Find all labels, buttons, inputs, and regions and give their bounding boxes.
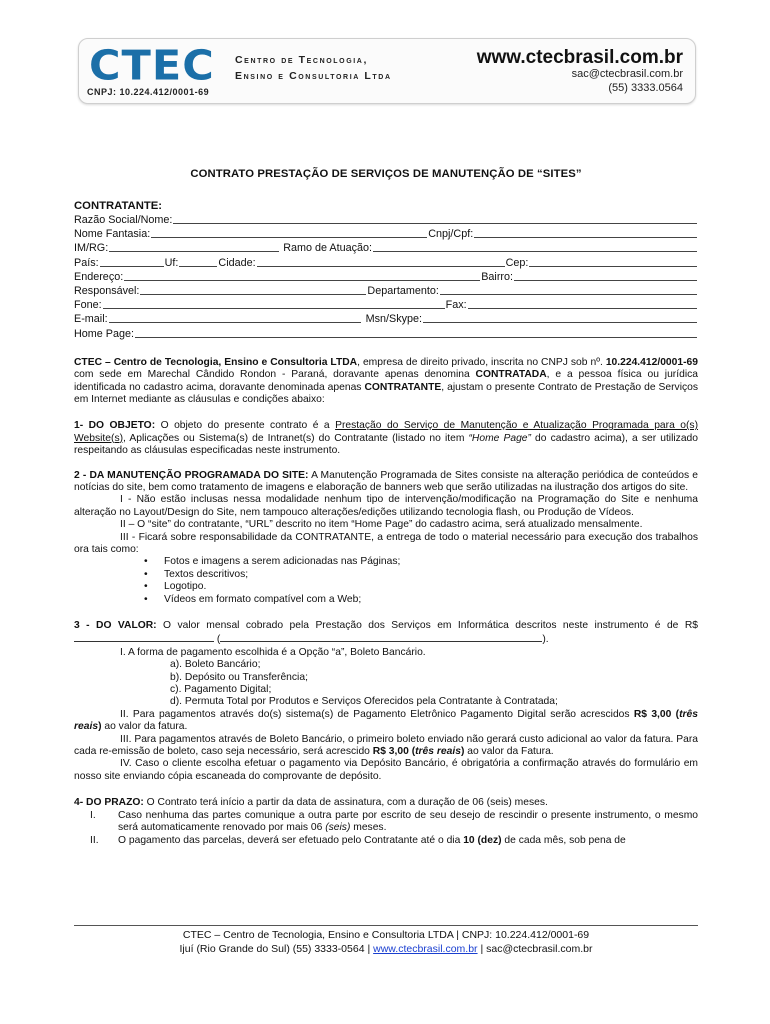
field-departamento[interactable] bbox=[440, 284, 697, 295]
footer bbox=[74, 929, 698, 956]
payment-option-b: b). Depósito ou Transferência; bbox=[170, 671, 308, 683]
form-row-email bbox=[74, 312, 698, 326]
prazo-item-2-number: II. bbox=[90, 834, 99, 846]
intro-contratada: CONTRATADA bbox=[475, 369, 547, 381]
footer-line-2 bbox=[74, 943, 698, 957]
field-razao-social[interactable] bbox=[173, 213, 697, 224]
label-bairro: Bairro: bbox=[481, 270, 514, 283]
intro-contratante: CONTRATANTE bbox=[364, 381, 442, 393]
payment-option-a: a). Boleto Bancário; bbox=[170, 659, 261, 671]
field-msn[interactable] bbox=[423, 312, 697, 323]
form-row-responsavel bbox=[74, 284, 698, 298]
label-responsavel: Responsável: bbox=[74, 284, 140, 297]
field-fax[interactable] bbox=[468, 298, 697, 309]
manutencao-item-3 bbox=[74, 532, 698, 557]
field-bairro[interactable] bbox=[514, 270, 697, 281]
label-pais: País: bbox=[74, 256, 99, 269]
payment-option-d: d). Permuta Total por Produtos e Serviços Oferecidos pela Contratante à Contratada; bbox=[170, 696, 558, 708]
label-im-rg: IM/RG: bbox=[74, 242, 109, 255]
valor-item-3 bbox=[74, 734, 698, 759]
list-item: • Vídeos em formato compatível com a Web; bbox=[144, 594, 698, 606]
contract-body bbox=[74, 168, 698, 847]
form-row-imrg bbox=[74, 241, 698, 255]
field-im-rg[interactable] bbox=[109, 241, 279, 252]
prazo-item-1-seis: (seis) bbox=[325, 822, 351, 834]
contract-title: CONTRATO PRESTAÇÃO DE SERVIÇOS DE MANUTENÇÃO DE “SITES” bbox=[190, 168, 582, 180]
valor-item-2 bbox=[74, 709, 698, 734]
field-cidade[interactable] bbox=[257, 256, 505, 267]
logo-cnpj: CNPJ: 10.224.412/0001-69 bbox=[87, 87, 210, 97]
prazo-item-1-number: I. bbox=[90, 809, 96, 821]
valor-text: O valor mensal cobrado pela Prestação dos Serviços em Informática descritos neste instrumento é de R$ bbox=[156, 620, 699, 631]
company-name bbox=[235, 52, 392, 84]
valor-item-3-tail: ao valor da Fatura. bbox=[464, 746, 554, 758]
valor-item-3-amount-words: três reais bbox=[415, 746, 461, 758]
form-row-endereco bbox=[74, 270, 698, 284]
footer-website-link[interactable]: www.ctecbrasil.com.br bbox=[373, 942, 478, 955]
objeto-text-3: do cadastro acima), a ser utilizado respeitando as cláusulas especificadas neste instrumento. bbox=[74, 432, 698, 457]
label-home-page: Home Page: bbox=[74, 327, 135, 340]
label-email: E-mail: bbox=[74, 313, 108, 326]
label-cidade: Cidade: bbox=[218, 256, 256, 269]
manutencao-item-1 bbox=[74, 494, 698, 519]
field-valor-numero[interactable] bbox=[74, 632, 214, 642]
field-fone[interactable] bbox=[103, 298, 445, 309]
list-item: • Fotos e imagens a serem adicionadas nas Páginas; bbox=[144, 556, 698, 568]
intro-text-1: , empresa de direito privado, inscrita no CNPJ sob nº. bbox=[357, 356, 603, 368]
valor-item-4-text: IV. Caso o cliente escolha efetuar o pagamento via Depósito Bancário, é obrigatória a confirmação através do formulário em nosso site enviando cópia escaneada do comprovante de depósito. bbox=[74, 758, 698, 782]
label-endereco: Endereço: bbox=[74, 270, 124, 283]
valor-paren-close: ). bbox=[542, 634, 549, 646]
label-msn: Msn/Skype: bbox=[365, 313, 422, 326]
materials-list bbox=[74, 556, 698, 606]
manutencao-item-2-text: II – O “site” do contratante, “URL” descrito no item “Home Page” do cadastro acima, será atualizado mensalmente. bbox=[120, 519, 643, 531]
intro-text-4: , ajustam o presente Contrato de Prestação de Serviços em Internet mediante as cláusulas e condições abaixo: bbox=[74, 381, 699, 405]
list-item: • Textos descritivos; bbox=[144, 569, 698, 581]
ctec-logo: CTEC bbox=[89, 42, 215, 90]
valor-item-3-amount: R$ 3,00 ( bbox=[372, 746, 416, 758]
label-nome-fantasia: Nome Fantasia: bbox=[74, 228, 151, 241]
list-item: • Logotipo. bbox=[144, 581, 698, 593]
valor-item-2-tail: ao valor da fatura. bbox=[101, 721, 188, 733]
label-departamento: Departamento: bbox=[367, 284, 439, 297]
prazo-item-1-body: Caso nenhuma das partes comunique a outra parte por escrito de seu desejo de rescindir o presente instrumento, o mesmo será automaticamente renovado por mais 06 bbox=[118, 809, 698, 834]
field-pais[interactable] bbox=[100, 256, 164, 267]
manutencao-heading: 2 - DA MANUTENÇÃO PROGRAMADA DO SITE: bbox=[74, 469, 309, 481]
label-cnpj-cpf: Cnpj/Cpf: bbox=[428, 228, 474, 241]
prazo-item-1 bbox=[74, 810, 698, 835]
manutencao-item-2 bbox=[74, 519, 698, 531]
intro-text-3: , e a pessoa física ou jurídica identificada no cadastro acima, doravante denominada apenas bbox=[74, 369, 698, 393]
payment-option-c: c). Pagamento Digital; bbox=[170, 684, 272, 696]
clause-objeto bbox=[74, 420, 698, 457]
prazo-item-2-tail: de cada mês, sob pena de bbox=[501, 834, 626, 846]
manutencao-text: A Manutenção Programada de Sites consiste na alteração periódica de conteúdos e notícias do site, bem como tratamento de imagens e elaboração de banners web que serão utilizadas na ilustração dos artigos do site. bbox=[74, 469, 698, 493]
field-valor-extenso[interactable] bbox=[220, 632, 542, 642]
footer-line-1: CTEC – Centro de Tecnologia, Ensino e Consultoria LTDA | CNPJ: 10.224.412/0001-69 bbox=[182, 929, 590, 941]
company-name-line2: Ensino e Consultoria Ltda bbox=[235, 70, 392, 82]
label-razao-social: Razão Social/Nome: bbox=[74, 214, 173, 226]
field-responsavel[interactable] bbox=[140, 284, 366, 295]
valor-item-1: I. A forma de pagamento escolhida é a Opção “a”, Boleto Bancário. bbox=[120, 646, 426, 658]
objeto-text-2: , Aplicações ou Sistema(s) de Intranet(s) do Contratante (listado no item bbox=[123, 432, 469, 444]
valor-paren-open: ( bbox=[216, 634, 221, 646]
objeto-heading: 1- DO OBJETO: bbox=[74, 420, 156, 432]
manutencao-item-3-text: III - Ficará sobre responsabilidade da CONTRATANTE, a entrega de todo o material necessário para execução dos trabalhos ora tais como: bbox=[74, 531, 698, 555]
header-email: sac@ctecbrasil.com.br bbox=[571, 68, 683, 80]
prazo-item-2-text bbox=[118, 835, 698, 847]
field-home-page[interactable] bbox=[135, 327, 697, 338]
form-row-homepage bbox=[74, 327, 698, 341]
label-cep: Cep: bbox=[505, 256, 529, 269]
letterhead bbox=[78, 38, 696, 104]
objeto-home-page: “Home Page” bbox=[468, 432, 531, 444]
form-row-fone bbox=[74, 298, 698, 312]
valor-item-3-paren: ) bbox=[460, 746, 465, 758]
prazo-heading: 4- DO PRAZO: bbox=[74, 797, 144, 809]
intro-cnpj: 10.224.412/0001-69 bbox=[605, 356, 698, 368]
prazo-text: O Contrato terá início a partir da data de assinatura, com a duração de 06 (seis) meses. bbox=[143, 797, 548, 809]
label-ramo: Ramo de Atuação: bbox=[283, 242, 373, 255]
label-fone: Fone: bbox=[74, 299, 102, 312]
valor-item-2-amount: R$ 3,00 ( bbox=[633, 708, 680, 720]
valor-item-2-paren: ) bbox=[98, 721, 102, 733]
field-email[interactable] bbox=[109, 312, 361, 323]
form-row-pais bbox=[74, 256, 698, 270]
footer-location: Ijuí (Rio Grande do Sul) (55) 3333-0564 | bbox=[179, 942, 374, 955]
header-website: www.ctecbrasil.com.br bbox=[476, 47, 683, 68]
prazo-item-2 bbox=[74, 835, 698, 847]
intro-paragraph bbox=[74, 357, 698, 407]
field-cep[interactable] bbox=[529, 256, 697, 267]
valor-item-2-text: II. Para pagamentos através do(s) sistema(s) de Pagamento Eletrônico Pagamento Digital serão acrescidos bbox=[120, 708, 634, 720]
prazo-item-2-day: 10 (dez) bbox=[463, 834, 502, 846]
clause-prazo bbox=[74, 797, 698, 809]
field-uf[interactable] bbox=[179, 256, 217, 267]
manutencao-item-1-text: I - Não estão inclusas nessa modalidade nenhum tipo de intervenção/modificação na Programação do Site e nenhuma alteração no Layout/Design do Site, nem tampouco alterações/edições utilizando tecnologia flash, ou Produção de Vídeos. bbox=[74, 494, 698, 518]
form-row-razao bbox=[74, 213, 698, 227]
valor-heading: 3 - DO VALOR: bbox=[74, 620, 157, 631]
footer-email: | sac@ctecbrasil.com.br bbox=[477, 942, 593, 955]
objeto-text-1: O objeto do presente contrato é a bbox=[155, 420, 336, 432]
label-fax: Fax: bbox=[445, 299, 467, 312]
prazo-item-1-tail: meses. bbox=[350, 822, 387, 834]
objeto-underlined: Prestação do Serviço de Manutenção e Atualização Programada para o(s) Website(s) bbox=[74, 420, 699, 444]
intro-text-2: com sede em Marechal Cândido Rondon - Paraná, doravante apenas denomina bbox=[74, 369, 476, 381]
contratante-heading: CONTRATANTE: bbox=[74, 200, 163, 212]
clause-valor bbox=[74, 620, 698, 647]
field-endereco[interactable] bbox=[124, 270, 480, 281]
valor-item-3-text: III. Para pagamentos através de Boleto Bancário, o primeiro boleto enviado não gerará custo adicional ao valor da fatura. Para cada re-emissão de boleto, caso seja necessário, será acrescido bbox=[74, 733, 698, 758]
field-ramo[interactable] bbox=[373, 241, 697, 252]
valor-item-4 bbox=[74, 758, 698, 783]
clause-manutencao bbox=[74, 470, 698, 495]
form-row-fantasia bbox=[74, 227, 698, 241]
company-name-line1: Centro de Tecnologia, bbox=[235, 54, 368, 66]
prazo-item-2-body: O pagamento das parcelas, deverá ser efetuado pelo Contratante até o dia bbox=[118, 834, 464, 846]
label-uf: Uf: bbox=[164, 256, 179, 269]
footer-divider bbox=[74, 925, 698, 926]
valor-item-2-amount-words: três reais bbox=[74, 708, 698, 733]
field-cnpj-cpf[interactable] bbox=[474, 227, 697, 238]
prazo-item-1-text bbox=[118, 810, 698, 835]
intro-company: CTEC – Centro de Tecnologia, Ensino e Consultoria LTDA bbox=[74, 356, 358, 368]
header-phone: (55) 3333.0564 bbox=[608, 82, 683, 94]
field-nome-fantasia[interactable] bbox=[151, 227, 427, 238]
